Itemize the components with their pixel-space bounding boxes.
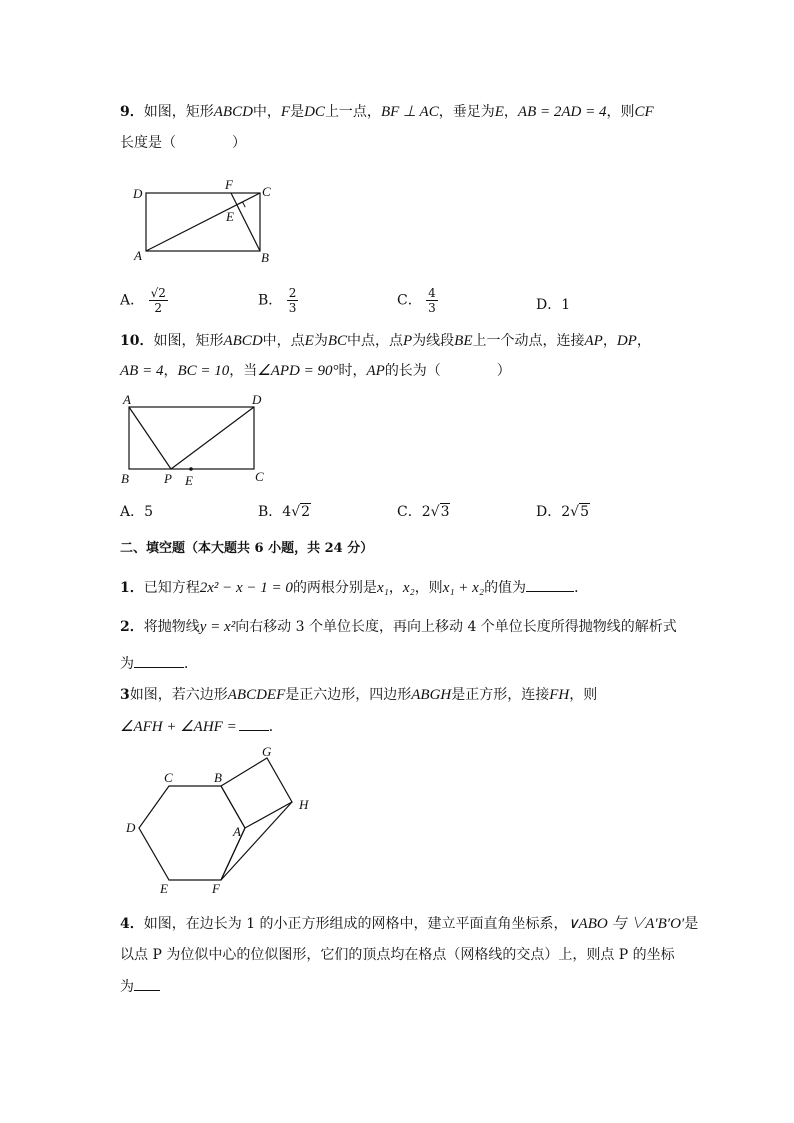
f4-text: 如图，在边长为 1 的小正方形组成的网格中，建立平面直角坐标系， xyxy=(143,916,568,932)
f3-label-h: H xyxy=(299,797,309,812)
f1-math: 2x² − x − 1 = 0 xyxy=(199,580,293,596)
numerator: 2 xyxy=(288,286,297,300)
option-value: 5 xyxy=(144,504,154,520)
f2-line-2 xyxy=(120,653,198,674)
f4-math: ∨ABO 与 ∨A′B′O′ xyxy=(567,916,685,932)
q10-text: ， xyxy=(602,333,617,349)
f1-number: 1． xyxy=(120,580,144,596)
coefficient: 2 xyxy=(561,504,571,520)
q10-text: 的长为（ ） xyxy=(384,363,511,379)
q10-math: P xyxy=(403,333,413,349)
q10-math: ABCD xyxy=(223,333,263,349)
f1-text: 已知方程 xyxy=(143,580,200,596)
q10-label-b: B xyxy=(121,471,129,486)
numerator: √2 xyxy=(150,286,166,300)
q10-text: 时， xyxy=(338,363,367,379)
q10-text: 中，点 xyxy=(262,333,305,349)
option-label: D． xyxy=(536,297,562,313)
f4-line-1 xyxy=(120,914,698,934)
q9-math: DC xyxy=(304,104,325,120)
q9-text: 上一点， xyxy=(324,104,381,120)
q10-label-d: D xyxy=(252,392,262,407)
f3-label-a: A xyxy=(233,824,241,839)
f3-math: ABGH xyxy=(411,687,452,703)
q9-label-c: C xyxy=(262,184,271,199)
q10-option-a xyxy=(120,502,153,522)
f3-text: ． xyxy=(268,719,283,735)
f4-text: 为 xyxy=(120,979,134,995)
option-value: 1 xyxy=(561,297,571,313)
answer-blank[interactable] xyxy=(526,577,574,592)
f3-square xyxy=(221,758,292,828)
f3-math: ABCDEF xyxy=(227,687,286,703)
f3-number: 3 xyxy=(120,687,130,703)
f1-math: x₁ xyxy=(376,580,389,596)
fraction xyxy=(426,286,438,315)
q10-math: DP xyxy=(616,333,637,349)
q10-option-b: B．4√2 xyxy=(258,504,311,520)
q9-line-1 xyxy=(120,102,654,122)
f3-math: ∠AFH + ∠AHF = xyxy=(120,719,237,735)
q10-math: ∠APD = 90° xyxy=(257,363,339,379)
f3-math: FH xyxy=(549,687,570,703)
q10-option-d: D．2√5 xyxy=(536,504,589,520)
q10-text: 上一个动点，连接 xyxy=(472,333,585,349)
q10-math: BC xyxy=(327,333,347,349)
q10-line-2 xyxy=(120,361,511,381)
q10-text: ，当 xyxy=(229,363,258,379)
f3-segment-fh xyxy=(221,802,292,880)
q9-math: CF xyxy=(634,104,654,120)
q9-option-a xyxy=(120,286,168,315)
q9-figure xyxy=(128,176,278,268)
q10-option-c: C．2√3 xyxy=(397,504,450,520)
f4-text: 是 xyxy=(684,916,699,932)
q10-point-e xyxy=(189,467,193,471)
q9-math: AB = 2AD = 4 xyxy=(517,104,607,120)
f3-label-e: E xyxy=(160,881,168,896)
f2-line-1 xyxy=(120,617,677,637)
q9-option-c xyxy=(397,286,438,315)
q9-label-d: D xyxy=(133,186,143,201)
q9-label-e: E xyxy=(226,209,234,224)
q9-segment-bf xyxy=(231,193,260,251)
q10-label-a: A xyxy=(123,392,131,407)
f2-text: 向右移动 3 个单位长度，再向上移动 4 个单位长度所得抛物线的解析式 xyxy=(235,619,677,635)
q9-label-a: A xyxy=(134,248,142,263)
q10-label-p: P xyxy=(164,471,172,486)
f3-text: ，则 xyxy=(569,687,598,703)
f3-text: 是正方形，连接 xyxy=(451,687,550,703)
f1-text: 的两根分别是 xyxy=(292,580,377,596)
f1-text: ． xyxy=(574,580,589,596)
f3-line-1 xyxy=(120,685,597,705)
option-label: D． xyxy=(536,504,562,520)
q9-text: 是 xyxy=(290,104,305,120)
q10-segment-ap xyxy=(129,407,171,469)
f1-line xyxy=(120,577,588,598)
q9-math: BF ⊥ AC xyxy=(380,104,439,120)
q10-math: BC = 10 xyxy=(177,363,230,379)
answer-blank[interactable] xyxy=(134,976,160,991)
q9-option-b xyxy=(258,286,298,315)
q9-text: 中， xyxy=(252,104,281,120)
f1-math: x₁ + x₂ xyxy=(442,580,485,596)
q10-math: E xyxy=(304,333,314,349)
q10-figure xyxy=(116,390,276,490)
radicand: 2 xyxy=(301,504,311,520)
q10-text: 为线段 xyxy=(412,333,455,349)
q10-rectangle xyxy=(129,407,254,469)
q10-number: 10． xyxy=(120,333,154,349)
coefficient: 2 xyxy=(421,504,431,520)
denominator: 3 xyxy=(428,301,436,315)
q9-number: 9． xyxy=(120,104,144,120)
f4-number: 4． xyxy=(120,916,144,932)
option-label: A． xyxy=(120,504,145,520)
option-label: B． xyxy=(258,504,283,520)
fraction xyxy=(149,286,168,315)
option-label: A． xyxy=(120,292,145,309)
option-label: B． xyxy=(258,292,283,309)
answer-blank[interactable] xyxy=(239,716,269,731)
f3-text: 是正六边形，四边形 xyxy=(285,687,412,703)
section-heading: 二、填空题（本大题共 6 小题，共 24 分） xyxy=(120,541,374,556)
denominator: 3 xyxy=(288,301,297,315)
q9-math: ABCD xyxy=(213,104,253,120)
q10-text: 为 xyxy=(313,333,328,349)
f2-number: 2． xyxy=(120,619,144,635)
q9-text: ，则 xyxy=(606,104,635,120)
q10-segment-dp xyxy=(171,407,254,469)
q10-label-e: E xyxy=(185,473,193,488)
f3-label-f: F xyxy=(212,881,220,896)
q10-text: 中点，点 xyxy=(347,333,403,349)
f3-label-b: B xyxy=(214,770,222,785)
f1-text: 的值为 xyxy=(484,580,527,596)
q10-text: ， xyxy=(163,363,178,379)
q10-math: AP xyxy=(584,333,603,349)
f3-label-c: C xyxy=(164,770,173,785)
radicand: 5 xyxy=(580,504,589,520)
f4-line-2: 以点 P 为位似中心的位似图形，它们的顶点均在格点（网格线的交点）上，则点 P 的坐标 xyxy=(120,947,675,963)
f4-line-3 xyxy=(120,976,160,997)
f2-math: y = x² xyxy=(199,619,236,635)
fraction xyxy=(287,286,299,315)
q9-right-angle-mark xyxy=(237,202,245,207)
f3-label-d: D xyxy=(126,820,136,835)
f2-text: 将抛物线 xyxy=(143,619,200,635)
q10-text: ， xyxy=(636,333,651,349)
f3-text: 如图，若六边形 xyxy=(129,687,228,703)
q10-label-c: C xyxy=(255,469,264,484)
q9-text: ， xyxy=(503,104,518,120)
f3-figure xyxy=(122,740,322,898)
q9-text: 如图，矩形 xyxy=(143,104,214,120)
option-label: C． xyxy=(397,504,422,520)
f1-text: ，则 xyxy=(414,580,443,596)
q9-text: ，垂足为 xyxy=(438,104,495,120)
f3-line-2 xyxy=(120,716,283,737)
option-label: C． xyxy=(397,292,422,309)
q10-text: 如图，矩形 xyxy=(153,333,224,349)
q9-line-2: 长度是（ ） xyxy=(120,135,246,151)
q10-math: BE xyxy=(454,333,473,349)
answer-blank[interactable] xyxy=(134,653,184,668)
f3-label-g: G xyxy=(262,744,272,759)
f2-text: 为 xyxy=(120,656,134,672)
f1-math: x₂ xyxy=(402,580,415,596)
q9-math: E xyxy=(494,104,504,120)
q9-label-b: B xyxy=(261,250,269,265)
coefficient: 4 xyxy=(282,504,292,520)
q9-label-f: F xyxy=(225,177,233,192)
q9-math: F xyxy=(280,104,291,120)
numerator: 4 xyxy=(428,286,436,300)
q9-option-d xyxy=(536,295,570,315)
f2-text: ． xyxy=(184,656,198,672)
q10-math: AP xyxy=(366,363,385,379)
q10-line-1 xyxy=(120,331,651,351)
f1-text: ， xyxy=(388,580,403,596)
denominator: 2 xyxy=(154,301,163,315)
radicand: 3 xyxy=(440,504,450,520)
q10-math: AB = 4 xyxy=(120,363,164,379)
